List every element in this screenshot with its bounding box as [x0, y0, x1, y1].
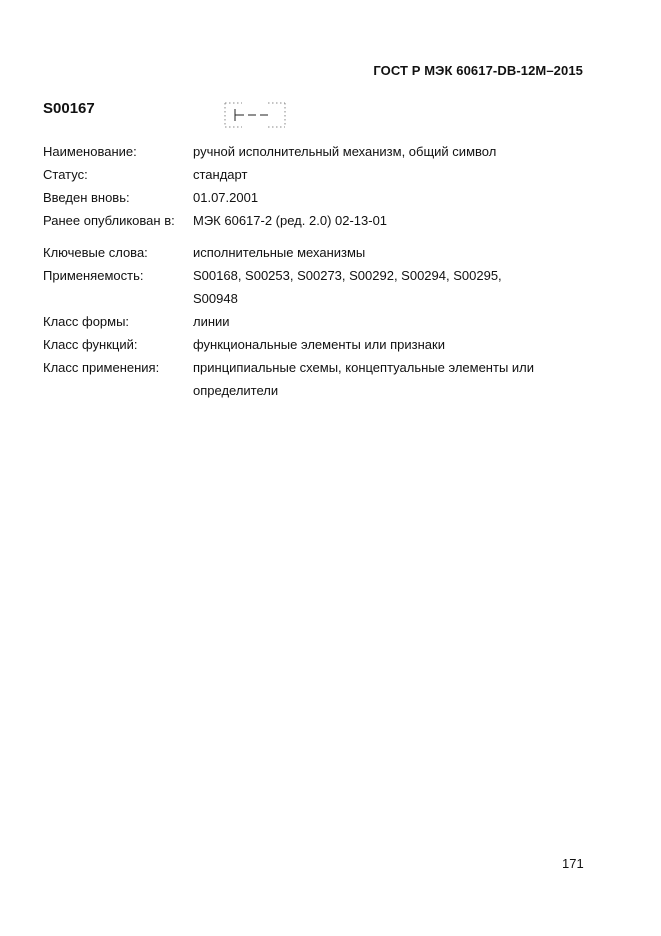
property-value: МЭК 60617-2 (ред. 2.0) 02-13-01	[193, 213, 388, 228]
property-label: Ключевые слова:	[43, 245, 148, 260]
property-value: 01.07.2001	[193, 190, 259, 205]
property-row-status	[43, 163, 583, 186]
property-row-shape-class	[43, 310, 583, 333]
property-row-application-class	[43, 356, 583, 379]
property-value: принципиальные схемы, концептуальные элементы или	[193, 360, 535, 375]
page-number: 171	[562, 856, 584, 871]
property-label	[43, 287, 193, 310]
symbol-id: S00167	[43, 100, 95, 117]
property-label: Класс применения:	[43, 360, 160, 375]
document-header: ГОСТ Р МЭК 60617-DB-12M–2015	[373, 63, 583, 78]
property-label: Наименование:	[43, 144, 137, 159]
property-value: определители	[193, 383, 279, 398]
property-label: Ранее опубликован в:	[43, 213, 175, 228]
property-value: функциональные элементы или признаки	[193, 337, 445, 352]
property-row-applicability-cont	[43, 287, 583, 310]
property-label: Введен вновь:	[43, 190, 130, 205]
property-value: S00948	[193, 291, 238, 306]
property-value: стандарт	[193, 167, 248, 182]
property-value: исполнительные механизмы	[193, 245, 366, 260]
property-row-previously-published	[43, 209, 583, 232]
property-label	[43, 379, 193, 402]
property-row-application-class-cont	[43, 379, 583, 402]
property-row-introduced	[43, 186, 583, 209]
property-value: S00168, S00253, S00273, S00292, S00294, S00295,	[193, 268, 502, 283]
symbol-properties	[43, 140, 583, 402]
manual-actuator-symbol-icon	[222, 102, 288, 128]
property-label: Класс функций:	[43, 337, 138, 352]
property-row-function-class	[43, 333, 583, 356]
property-row-applicability	[43, 264, 583, 287]
property-row-keywords	[43, 241, 583, 264]
property-label: Применяемость:	[43, 268, 144, 283]
property-value: линии	[193, 314, 230, 329]
property-value: ручной исполнительный механизм, общий символ	[193, 144, 497, 159]
property-label: Класс формы:	[43, 314, 130, 329]
property-row-name	[43, 140, 583, 163]
property-label: Статус:	[43, 167, 88, 182]
